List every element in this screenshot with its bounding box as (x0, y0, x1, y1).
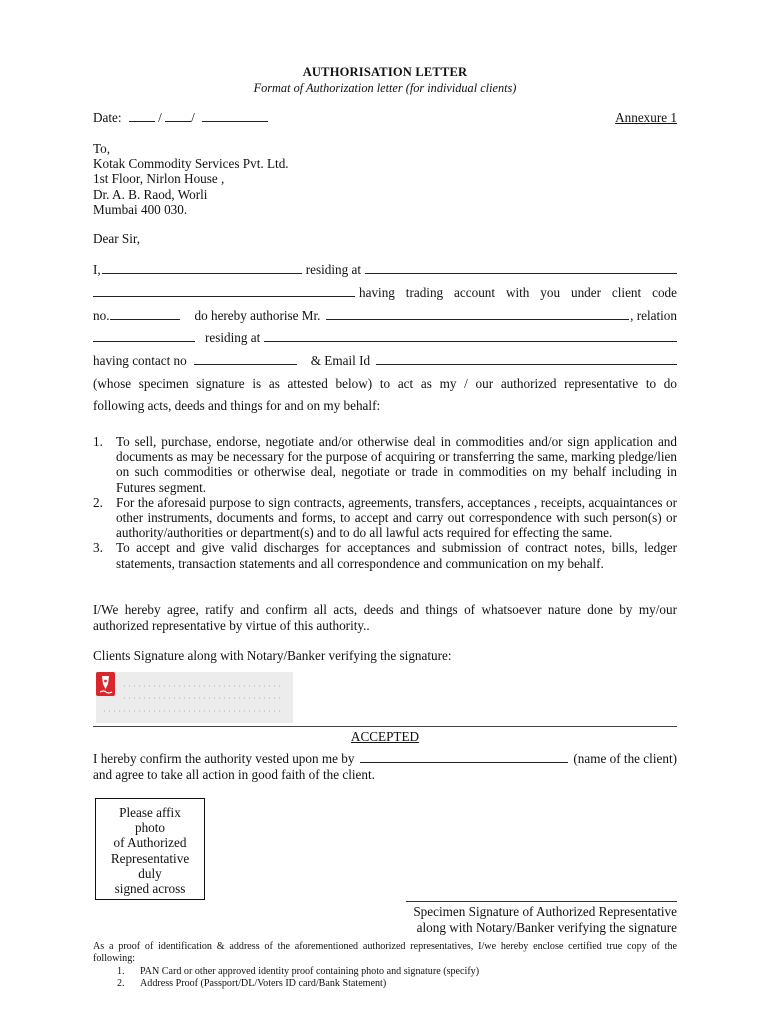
date-separator: / (158, 110, 162, 125)
address-line: Kotak Commodity Services Pvt. Ltd. (93, 156, 289, 172)
following-acts-text: following acts, deeds and things for and on my behalf: (93, 398, 381, 413)
form-row-account (93, 285, 677, 301)
recipient-address (93, 141, 289, 217)
list-item: 2. Address Proof (Passport/DL/Voters ID card/Bank Statement) (117, 978, 387, 990)
confirm-row (93, 751, 677, 767)
address-line: Mumbai 400 030. (93, 201, 188, 217)
form-row-contact (93, 353, 677, 369)
residing-label: residing at (305, 262, 362, 277)
residing-label-2: residing at (205, 330, 261, 345)
address-line: Dr. A. B. Raod, Worli (93, 186, 208, 202)
annexure-label: Annexure 1 (615, 110, 677, 125)
representative-address-blank[interactable] (264, 330, 677, 342)
address-to: To, (93, 141, 111, 156)
date-year-blank[interactable] (202, 110, 268, 122)
salutation: Dear Sir, (93, 231, 141, 246)
authorise-label: do hereby authorise Mr. (194, 308, 321, 323)
proof-intro: As a proof of identification & address of the aforementioned authorized representatives, I/we hereby enclose certified true copy of the following: (93, 941, 677, 965)
clients-signature-label: Clients Signature along with Notary/Banker verifying the signature: (93, 648, 452, 663)
form-row-residing (93, 330, 677, 346)
relation-label: , relation (630, 308, 677, 323)
date-day-blank[interactable] (129, 110, 155, 122)
ratify-paragraph: I/We hereby agree, ratify and confirm all acts, deeds and things of whatsoever nature done by my/our authorized representative by virtue of this authority.. (93, 602, 677, 633)
relation-blank[interactable] (93, 330, 195, 342)
address-line: 1st Floor, Nirlon House , (93, 171, 225, 187)
accepted-heading: ACCEPTED (350, 729, 420, 744)
i-label: I, (93, 262, 101, 277)
date-line (93, 110, 268, 126)
proof-section (93, 941, 677, 991)
contact-number-blank[interactable] (194, 353, 297, 365)
list-item: 1. To sell, purchase, endorse, negotiate and/or otherwise deal in commodities and/or sign application and documents as may be necessary for the purpose of acquiring or transferring the same, marking pledge/lien on such commodities or otherwise deal, negotiate or trade in commodities on my behalf including in Futures segment. (93, 434, 677, 495)
list-item: 2. For the aforesaid purpose to sign contracts, agreements, transfers, acceptances , receipts, acquaintances or other instruments, documents and forms, to accept and carry out correspondence with such person(s) or authority/authorities or department(s) and to do all lawful acts required for effecting the same. (93, 494, 677, 541)
client-address-blank-2[interactable] (93, 285, 355, 297)
specimen-signature-caption: Specimen Signature of Authorized Representative along with Notary/Banker verifying the signature (413, 904, 677, 935)
acts-list (93, 434, 677, 571)
document-title: AUTHORISATION LETTER (302, 65, 468, 79)
representative-signature-line[interactable] (406, 901, 677, 902)
sign-pen-icon[interactable] (96, 672, 115, 696)
client-name-confirm-blank[interactable] (360, 751, 568, 763)
client-signature-field[interactable] (96, 672, 293, 723)
photo-box[interactable]: Please affix photo of Authorized Representative duly signed across (95, 798, 205, 900)
date-separator: / (191, 110, 195, 125)
account-label: having trading account with you under client code (359, 285, 677, 300)
representative-name-blank[interactable] (326, 308, 629, 320)
good-faith-text: and agree to take all action in good faith of the client. (93, 767, 375, 782)
signature-dotted-lines (96, 672, 293, 723)
email-blank[interactable] (376, 353, 677, 365)
client-name-blank[interactable] (102, 262, 302, 274)
date-label: Date: (93, 110, 122, 125)
whose-signature-text: (whose specimen signature is as attested below) to act as my / our authorized representative to do (93, 376, 677, 391)
form-row-authorise (93, 308, 677, 324)
section-divider (93, 726, 677, 727)
confirm-label: I hereby confirm the authority vested upon me by (93, 751, 355, 766)
list-item: 1. PAN Card or other approved identity proof containing photo and signature (specify) (117, 965, 480, 977)
form-row-name (93, 262, 677, 278)
date-month-blank[interactable] (165, 110, 191, 122)
no-label: no. (93, 308, 110, 323)
email-label: & Email Id (310, 353, 371, 368)
name-of-client-label: (name of the client) (573, 751, 677, 766)
list-item: 3. To accept and give valid discharges for acceptances and submission of contract notes, bills, ledger statements, transaction statements and all correspondence and communication on my behalf. (93, 540, 677, 571)
client-address-blank[interactable] (365, 262, 677, 274)
contact-label: having contact no (93, 353, 187, 368)
document-subtitle: Format of Authorization letter (for individual clients) (253, 81, 517, 95)
client-code-blank[interactable] (110, 308, 180, 320)
